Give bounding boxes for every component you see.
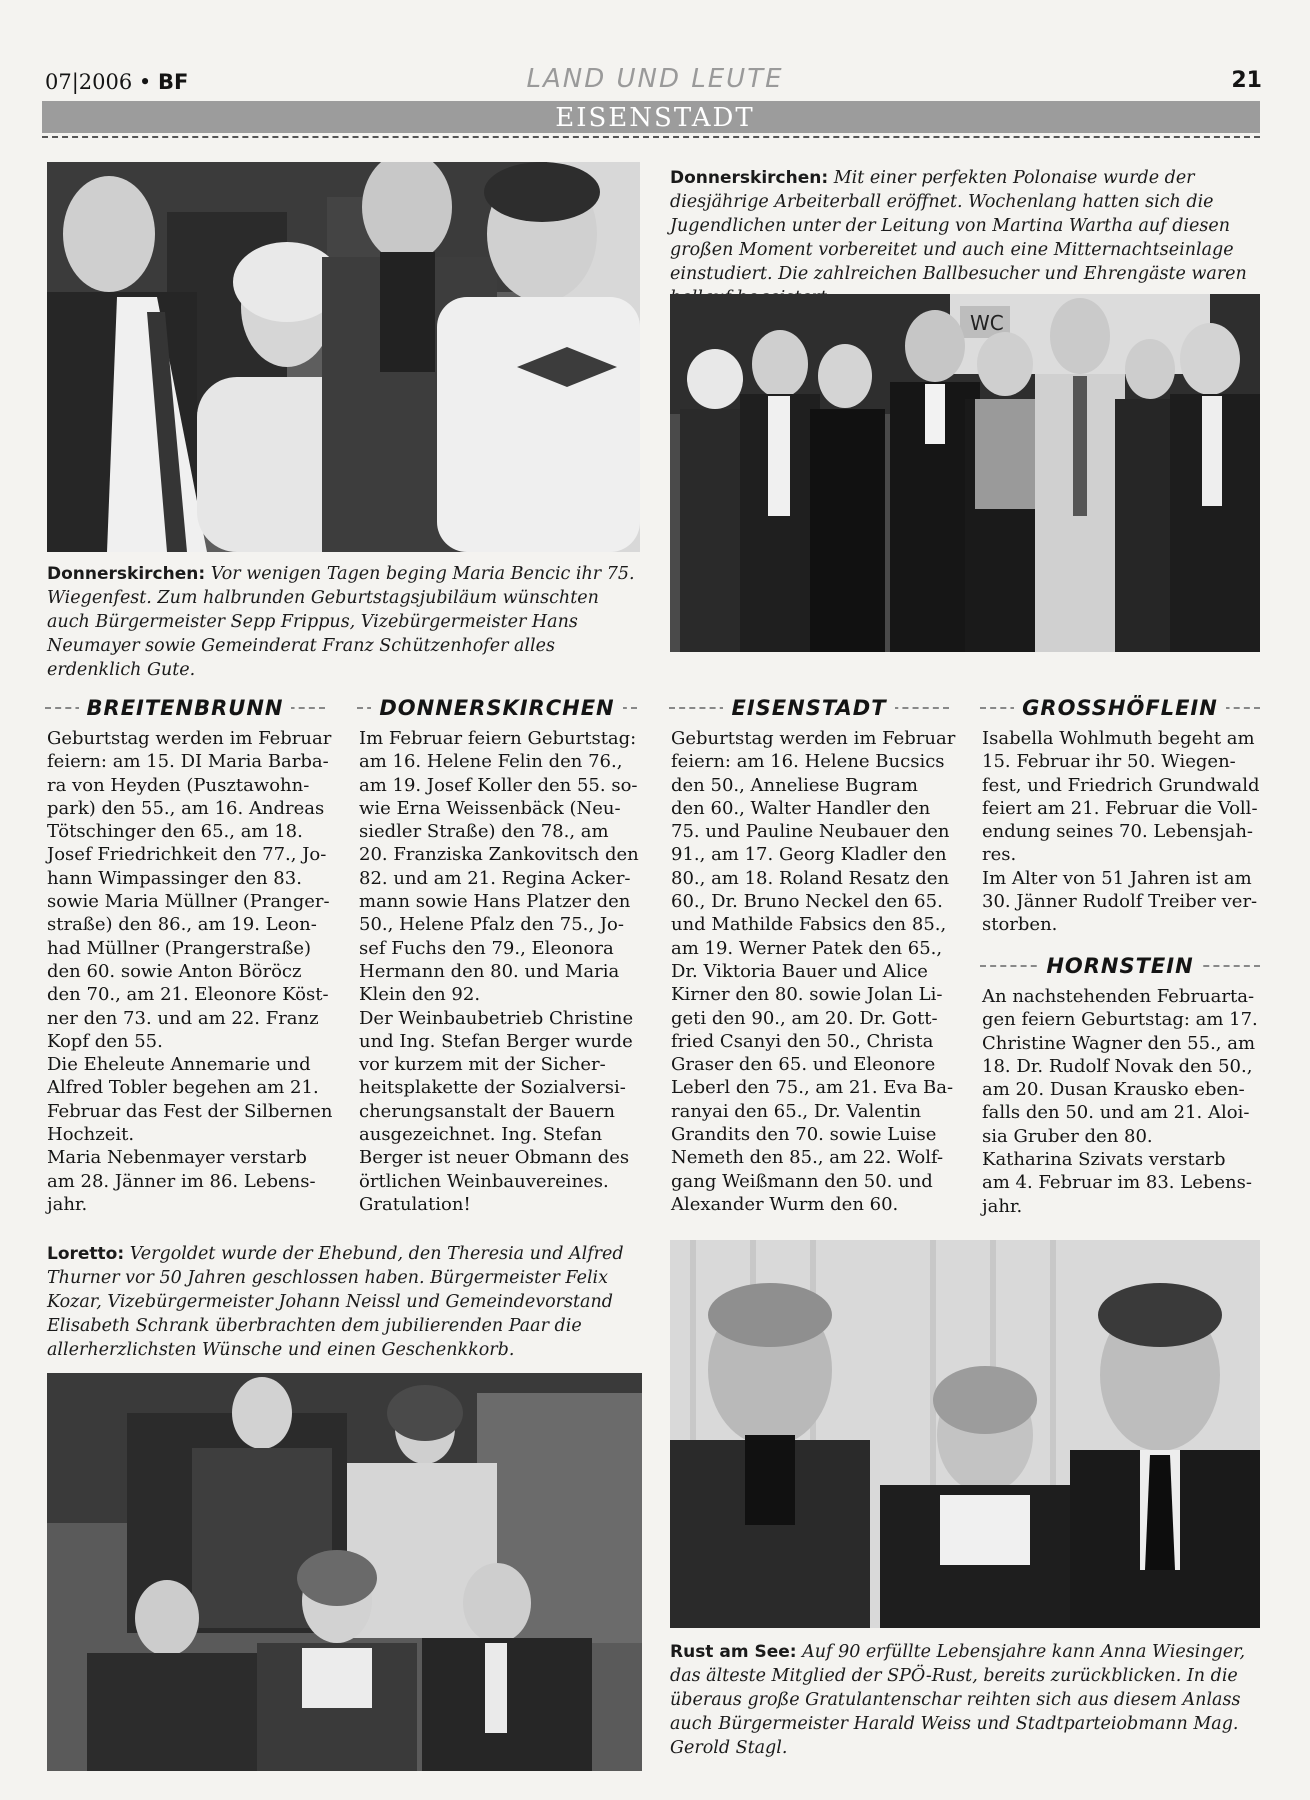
photo-rust (670, 1240, 1260, 1628)
text-eisenstadt: Geburtstag werden im Februar feiern: am 16. Helene Bucsics den 50., Anneliese Bugram den 60., Walter Handler den 75. und Pauline Neubauer den 91., am 17. Georg Kladler den 80., am 18. Roland Resatz den 60., Dr. Bruno Neckel den 65. und Mathilde Fabsics den 85., am 19. Werner Patek den 65., Dr. Viktoria Bauer und Alice Kirner den 80. sowie Jolan Li- geti den 90., am 20. Dr. Gott- fried Csanyi den 50., Christa Graser den 65. und Eleonore Leberl den 75., am 21. Eva Ba- ranyai den 65., Dr. Valentin Grandits den 70. sowie Luise Nemeth den 85., am 22. Wolf- gang Weißmann den 50. und Alexander Wurm den 60. (671, 728, 956, 1215)
caption-rust (670, 1640, 1260, 1760)
photo-donnerskirchen-birthday (47, 162, 640, 552)
photo-loretto (47, 1373, 642, 1771)
heading-hornstein: HORNSTEIN (980, 954, 1260, 978)
magazine-name: BF (158, 70, 189, 94)
region-title: EISENSTADT (555, 103, 755, 133)
caption-place: Donnerskirchen: (670, 168, 829, 188)
caption-donnerskirchen-birthday (47, 562, 647, 682)
page-number: 21 (1231, 68, 1262, 93)
text-hornstein: An nachstehenden Februarta- gen feiern Geburtstag: am 17. Christine Wagner den 55., am 18. Dr. Rudolf Novak den 50., am 20. Dusan Krausko eben- falls den 50. und am 21. Aloi- sia Gruber den 80. Katharina Szivats verstarb am 4. Februar im 83. Lebens- jahr. (982, 986, 1258, 1217)
caption-text: Mit einer perfekten Polonaise wurde der diesjährige Arbeiterball eröffnet. Wochenlang hatten sich die Jugendlichen unter der Leitung von Martina Wartha auf diesen großen Moment vorbereitet und auch eine Mitternachtseinlage einstudiert. Die zahlreichen Ballbesucher und Ehrengäste waren (670, 168, 1247, 284)
caption-text: Auf 90 erfüllte Lebensjahre kann Anna Wiesinger, das älteste Mitglied der SPÖ-Rust, bereits zurückblicken. In die überaus große Gratulantenschar reihten sich aus diesem Anlass auch Bürgermeister Harald Weiss und Stadtparteiobmann Mag. Gerold Stagl. (670, 1642, 1246, 1758)
header-divider (42, 136, 1260, 138)
text-breitenbrunn: Geburtstag werden im Februar feiern: am 15. DI Maria Barba- ra von Heyden (Pusztawohn- park) den 55., am 16. Andreas Tötschinger den 65., am 18. Josef Friedrichkeit den 77., Jo- hann Wimpassinger den 83. sowie Maria Müllner (Pranger- straße) den 86., am 19. Leon- had Müllner (Prangerstraße) den 60. sowie Anton Böröcz den 70., am 21. Eleonore Köst- ner den 73. und am 22. Franz Kopf den 55. Die Eheleute Annemarie und Alfred Tobler begehen am 21. Februar das Fest der Silbernen Hochzeit. Maria Nebenmayer verstarb am 28. Jänner im 86. Lebens- jahr. (47, 728, 333, 1215)
wc-sign: WC (970, 311, 1004, 335)
caption-loretto (47, 1242, 647, 1362)
caption-donnerskirchen-ball (670, 166, 1255, 310)
caption-text: Vor wenigen Tagen beging Maria Bencic ihr 75. Wiegenfest. Zum halbrunden Geburtstagsjubiläum wünschten auch Bürgermeister Sepp Frippus, Vizebürgermeister Hans Neumayer sowie Gemeinderat Franz Schützenhofer alles erdenklich Gute. (47, 564, 635, 680)
heading-donnerskirchen: DONNERSKIRCHEN (357, 696, 637, 720)
issue-label: 07|2006 • BF (45, 70, 189, 94)
section-title: LAND UND LEUTE (526, 64, 784, 94)
text-grosshoeflein: Isabella Wohlmuth begeht am 15. Februar ihr 50. Wiegen- fest, und Friedrich Grundwald feiert am 21. Februar die Voll- endung seines 70. Lebensjah- res. Im Alter von 51 Jahren ist am 30. Jänner Rudolf Treiber ver- storben. (982, 728, 1260, 936)
text-donnerskirchen: Im Februar feiern Geburtstag: am 16. Helene Felin den 76., am 19. Josef Koller den 55. so- wie Erna Weissenbäck (Neu- siedler Straße) den 78., am 20. Franziska Zankovitsch den 82. und am 21. Regina Acker- mann sowie Hans Platzer den 50., Helene Pfalz den 75., Jo- sef Fuchs den 79., Eleonora Hermann den 80. und Maria Klein den 92. Der Weinbaubetrieb Christine und Ing. Stefan Berger wurde vor kurzem mit der Sicher- heitsplakette der Sozialversi- cherungsanstalt der Bauern ausgezeichnet. Ing. Stefan Berger ist neuer Obmann des örtlichen Weinbauvereines. Gratulation! (359, 728, 639, 1215)
heading-breitenbrunn: BREITENBRUNN (45, 696, 325, 720)
caption-place: Rust am See: (670, 1642, 797, 1662)
heading-eisenstadt: EISENSTADT (669, 696, 949, 720)
caption-text: Vergoldet wurde der Ehebund, den Theresia und Alfred Thurner vor 50 Jahren geschlossen haben. Bürgermeister Felix Kozar, Vizebürgermeister Johann Neissl und Gemeindevorstand Elisabeth Schrank überbrachten dem jubilierenden Paar die allerherzlichsten Wünsche und einen Geschenkkorb. (47, 1244, 624, 1360)
photo-donnerskirchen-ball (670, 294, 1260, 652)
caption-place: Loretto: (47, 1244, 125, 1264)
heading-grosshoeflein: GROSSHÖFLEIN (980, 696, 1260, 720)
caption-place: Donnerskirchen: (47, 564, 206, 584)
